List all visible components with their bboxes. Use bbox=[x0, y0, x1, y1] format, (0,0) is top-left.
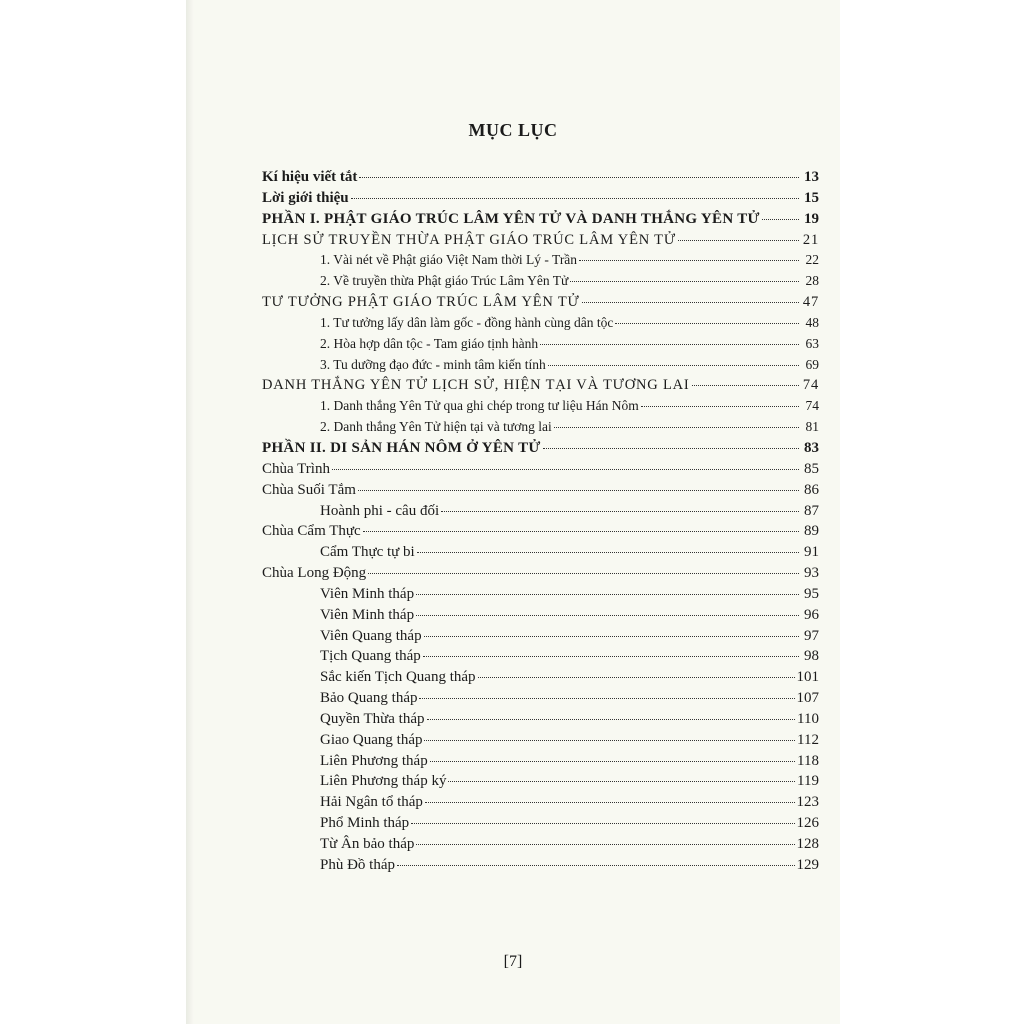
toc-entry-title: DANH THẮNG YÊN TỬ LỊCH SỬ, HIỆN TẠI VÀ TƯƠNG LAI bbox=[262, 377, 690, 394]
toc-entry bbox=[262, 294, 819, 315]
toc-entry-page: 91 bbox=[804, 544, 819, 561]
toc-entry-title: 2. Về truyền thừa Phật giáo Trúc Lâm Yên Tử bbox=[320, 273, 569, 289]
dot-leader bbox=[397, 865, 795, 866]
toc-entry-title: Phổ Minh tháp bbox=[320, 815, 410, 832]
dot-leader bbox=[478, 677, 795, 678]
dot-leader bbox=[417, 552, 799, 553]
toc-entry-page: 101 bbox=[796, 669, 819, 686]
dot-leader bbox=[425, 802, 795, 803]
dot-leader bbox=[411, 823, 794, 824]
toc-entry-page: 110 bbox=[797, 710, 819, 727]
toc-entry bbox=[262, 336, 819, 357]
toc-entry bbox=[262, 273, 819, 294]
dot-leader bbox=[570, 281, 799, 282]
toc-entry-page: 19 bbox=[804, 210, 819, 227]
toc-entry-page: 15 bbox=[804, 189, 819, 206]
toc-entry-title: Tịch Quang tháp bbox=[320, 648, 421, 665]
dot-leader bbox=[692, 385, 799, 386]
toc-entry bbox=[262, 398, 819, 419]
toc-entry bbox=[262, 669, 819, 690]
dot-leader bbox=[427, 719, 796, 720]
toc-entry-page: 48 bbox=[805, 314, 819, 330]
toc-entry bbox=[262, 773, 819, 794]
dot-leader bbox=[363, 531, 799, 532]
dot-leader bbox=[416, 844, 794, 845]
dot-leader bbox=[368, 573, 799, 574]
dot-leader bbox=[351, 198, 799, 199]
toc-entry-title: Bảo Quang tháp bbox=[320, 690, 418, 707]
dot-leader bbox=[579, 260, 799, 261]
toc-entry bbox=[262, 190, 819, 211]
toc-entry-title: Phù Đồ tháp bbox=[320, 856, 395, 873]
dot-leader bbox=[332, 469, 799, 470]
toc-entry-page: 119 bbox=[797, 773, 819, 790]
toc-entry bbox=[262, 419, 819, 440]
toc-entry-page: 22 bbox=[805, 252, 819, 268]
toc-entry-page: 21 bbox=[802, 231, 819, 248]
dot-leader bbox=[419, 698, 794, 699]
toc-entry bbox=[262, 711, 819, 732]
toc-entry bbox=[262, 252, 819, 273]
toc-entry-page: 81 bbox=[805, 419, 819, 435]
toc-entry-title: Chùa Suối Tắm bbox=[262, 481, 356, 498]
toc-entry bbox=[262, 503, 819, 524]
toc-entry-title: Hoành phi - câu đối bbox=[320, 502, 440, 519]
toc-entry bbox=[262, 753, 819, 774]
toc-entry-page: 96 bbox=[804, 606, 819, 623]
toc-entry-title: 1. Danh thắng Yên Tử qua ghi chép trong tư liệu Hán Nôm bbox=[320, 398, 639, 414]
toc-entry-title: 2. Hòa hợp dân tộc - Tam giáo tịnh hành bbox=[320, 335, 539, 351]
page-number: [7] bbox=[503, 953, 523, 970]
toc-entry-title: Liên Phương tháp ký bbox=[320, 773, 447, 790]
dot-leader bbox=[641, 406, 799, 407]
toc-entry bbox=[262, 586, 819, 607]
toc-entry bbox=[262, 628, 819, 649]
toc-entry-title: Chùa Trình bbox=[262, 460, 330, 477]
toc-entry-title: PHẦN I. PHẬT GIÁO TRÚC LÂM YÊN TỬ VÀ DANH THẮNG YÊN TỬ bbox=[262, 210, 760, 227]
toc-entry-title: Liên Phương tháp bbox=[320, 752, 428, 769]
toc-entry-page: 98 bbox=[804, 648, 819, 665]
dot-leader bbox=[423, 656, 799, 657]
toc-entry-title: Từ Ân bảo tháp bbox=[320, 836, 415, 852]
toc-entry-title: Chùa Long Động bbox=[262, 565, 367, 582]
dot-leader bbox=[543, 448, 799, 449]
dot-leader bbox=[615, 323, 799, 324]
toc-entry-page: 126 bbox=[796, 815, 819, 832]
toc-entry-page: 95 bbox=[804, 585, 819, 602]
toc-entry bbox=[262, 815, 819, 836]
toc-entry-page: 93 bbox=[804, 565, 819, 582]
toc-entry-title: Viên Minh tháp bbox=[320, 606, 415, 623]
dot-leader bbox=[582, 302, 799, 303]
toc-entry-page: 107 bbox=[796, 690, 819, 707]
dot-leader bbox=[548, 365, 799, 366]
toc-entry-title: PHẦN II. DI SẢN HÁN NÔM Ở YÊN TỬ bbox=[262, 439, 541, 456]
toc-entry bbox=[262, 690, 819, 711]
toc-entry bbox=[262, 232, 819, 253]
toc-entry-page: 97 bbox=[804, 627, 819, 644]
toc-entry-title: Sắc kiến Tịch Quang tháp bbox=[320, 669, 476, 686]
toc-entry bbox=[262, 461, 819, 482]
toc-entry-title: 3. Tu dưỡng đạo đức - minh tâm kiến tính bbox=[320, 356, 546, 372]
toc-entry bbox=[262, 523, 819, 544]
toc-entry bbox=[262, 565, 819, 586]
toc-entry-title: 1. Vài nét về Phật giáo Việt Nam thời Lý - Trần bbox=[320, 252, 578, 268]
toc-entry-title: 2. Danh thắng Yên Tử hiện tại và tương lai bbox=[320, 419, 552, 435]
toc-entry-title: Kí hiệu viết tắt bbox=[262, 169, 358, 185]
toc-entry bbox=[262, 544, 819, 565]
toc-entry-page: 123 bbox=[796, 794, 819, 811]
toc-entry bbox=[262, 794, 819, 815]
dot-leader bbox=[424, 636, 799, 637]
dot-leader bbox=[424, 740, 795, 741]
toc-entry-title: Hải Ngân tổ tháp bbox=[320, 794, 423, 811]
toc-entry-page: 28 bbox=[805, 273, 819, 289]
toc-entry-title: 1. Tư tưởng lấy dân làm gốc - đồng hành cùng dân tộc bbox=[320, 314, 614, 330]
toc-entry-page: 83 bbox=[804, 439, 819, 456]
toc-entry-page: 85 bbox=[804, 460, 819, 477]
dot-leader bbox=[762, 219, 799, 220]
toc-entry bbox=[262, 357, 819, 378]
dot-leader bbox=[359, 177, 799, 178]
toc-entry bbox=[262, 607, 819, 628]
toc-entry bbox=[262, 836, 819, 857]
dot-leader bbox=[540, 344, 799, 345]
dot-leader bbox=[554, 427, 799, 428]
dot-leader bbox=[678, 240, 799, 241]
dot-leader bbox=[416, 615, 799, 616]
toc-entry-title: Chùa Cẩm Thực bbox=[262, 523, 361, 540]
toc-entry-title: TƯ TƯỞNG PHẬT GIÁO TRÚC LÂM YÊN TỬ bbox=[262, 294, 580, 311]
toc-entry bbox=[262, 169, 819, 190]
dot-leader bbox=[430, 761, 795, 762]
toc-entry-page: 87 bbox=[804, 502, 819, 519]
toc-entry-title: Quyền Thừa tháp bbox=[320, 710, 425, 727]
dot-leader bbox=[441, 511, 799, 512]
toc-entry-title: Lời giới thiệu bbox=[262, 189, 349, 206]
toc-entry-page: 13 bbox=[804, 169, 819, 185]
toc-entry-title: LỊCH SỬ TRUYỀN THỪA PHẬT GIÁO TRÚC LÂM YÊN TỬ bbox=[262, 231, 676, 248]
toc-entry bbox=[262, 732, 819, 753]
toc-entry bbox=[262, 377, 819, 398]
toc-entry-page: 63 bbox=[805, 335, 819, 351]
toc-entry-page: 69 bbox=[805, 356, 819, 372]
toc-entry-title: Cẩm Thực tự bi bbox=[320, 544, 415, 561]
toc-entry-title: Viên Quang tháp bbox=[320, 627, 422, 644]
dot-leader bbox=[448, 781, 795, 782]
dot-leader bbox=[358, 490, 799, 491]
table-of-contents bbox=[262, 169, 819, 878]
toc-entry bbox=[262, 482, 819, 503]
toc-entry bbox=[262, 857, 819, 878]
toc-entry-page: 128 bbox=[796, 836, 819, 852]
page-title: MỤC LỤC bbox=[468, 120, 558, 140]
toc-entry-title: Giao Quang tháp bbox=[320, 731, 423, 748]
toc-entry-page: 74 bbox=[805, 398, 819, 414]
toc-entry-page: 86 bbox=[804, 481, 819, 498]
toc-entry bbox=[262, 648, 819, 669]
toc-entry-title: Viên Minh tháp bbox=[320, 585, 415, 602]
toc-entry-page: 129 bbox=[796, 856, 819, 873]
dot-leader bbox=[416, 594, 799, 595]
toc-entry bbox=[262, 315, 819, 336]
toc-entry-page: 47 bbox=[802, 294, 819, 311]
toc-entry-page: 118 bbox=[797, 752, 819, 769]
toc-entry bbox=[262, 440, 819, 461]
toc-entry-page: 89 bbox=[804, 523, 819, 540]
toc-entry bbox=[262, 211, 819, 232]
toc-entry-page: 112 bbox=[797, 731, 819, 748]
toc-entry-page: 74 bbox=[802, 377, 819, 394]
